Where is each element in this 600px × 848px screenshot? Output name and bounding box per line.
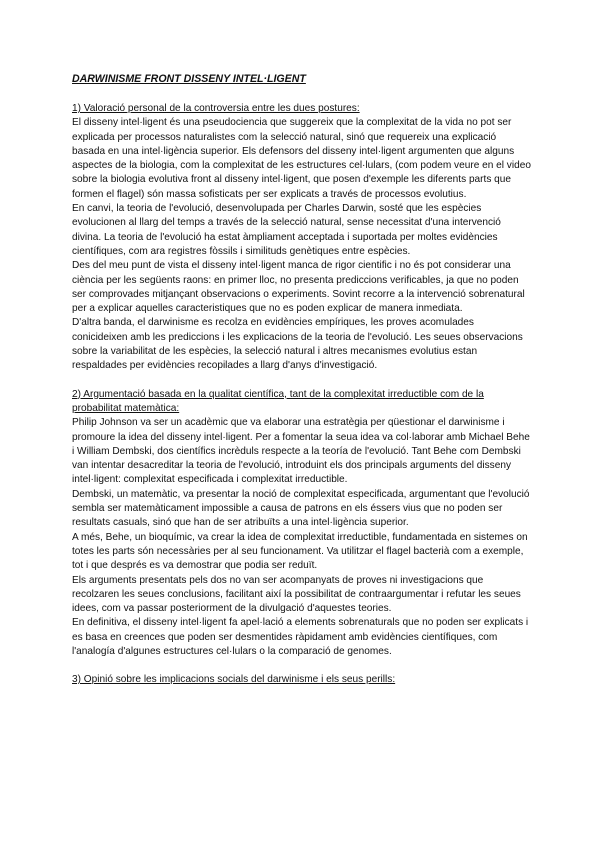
section-1 (72, 102, 532, 374)
section-2-paragraph-2: Dembski, un matemàtic, va presentar la noció de complexitat especificada, argumentant que l'evolució sembla ser matemàticament impossible a causa de patrons en els éssers vius que no poden ser resultats casuals, sinó que han de ser atribuïts a una intel·ligència superior. (72, 488, 530, 529)
section-2 (72, 388, 532, 660)
section-2-heading: 2) Argumentació basada en la qualitat científica, tant de la complexitat irreductible com de la probabilitat matemàtica: (72, 388, 484, 414)
document-page (72, 72, 532, 702)
section-1-heading: 1) Valoració personal de la controversia entre les dues postures: (72, 103, 360, 114)
section-2-paragraph-5: En definitiva, el disseny intel·ligent fa apel·lació a elements sobrenaturals que no poden ser explicats i es basa en creences que poden ser desmentides ràpidament amb evidències científiques, com l'analogía d'algunes estructures cel·lulars o la comparació de genomes. (72, 617, 529, 657)
section-2-paragraph-3: A més, Behe, un bioquímic, va crear la idea de complexitat irreductible, fundamentada en sistemes on totes les parts són necessàries per al seu funcionament. Va utilitzar el flagel bacterià com a exemple, tot i que després es va demostrar que podia ser reduït. (72, 531, 528, 572)
section-1-paragraph-1: El disseny intel·ligent és una pseudociencia que suggereix que la complexitat de la vida no pot ser explicada per processos naturalistes com la selecció natural, sinó que requereix una explicació basada en una intel·ligència superior. Els defensors del disseny intel·ligent argumenten que alguns aspectes de la biologia, com la complexitat de les estructures cel·lulars, (com podem veure en el video sobre la biologia evolutiva front al disseny intel·ligent, que posen d'exemple les diferents parts que formen el flagel) són massa sofisticats per ser explicats a través de processos evolutius. (72, 117, 531, 200)
section-3 (72, 673, 532, 687)
section-1-paragraph-3: Des del meu punt de vista el disseny intel·ligent manca de rigor cientific i no és pot considerar una ciència per les següents raons: en primer lloc, no presenta prediccions verificables, ja que no poden ser comprovades mitjançant observacions o experiments. Sovint recorre a la intervenció sobrenatural per a explicar aquelles caracteristiques que no es poden explicar de manera inmediata. (72, 260, 525, 315)
section-2-paragraph-1: Philip Johnson va ser un acadèmic que va elaborar una estratègia per qüestionar el darwinisme i promoure la idea del disseny intel·ligent. Per a fomentar la seua idea va col·laborar amb Michael Behe i William Dembski, dos científics incrèduls respecte a la teoría de l'evolució. Tant Behe com Dembski van intentar desacreditar la teoria de l'evolució, introduint els dos principals arguments del disseny intel·ligent: complexitat especificada i complexitat irreductible. (72, 417, 530, 486)
section-1-paragraph-4: D'altra banda, el darwinisme es recolza en evidències empíriques, les proves acomulades conicideixen amb les prediccions i les explicacions de la teoria de l'evolució. Les seues observacions sobre la variabilitat de les espècies, la selecció natural i altres mecanismes evolutius estan respaldades per evidències recopilades a llarg d'anys d'investigació. (72, 317, 523, 372)
section-1-paragraph-2: En canvi, la teoria de l'evolució, desenvolupada per Charles Darwin, sosté que les espècies evolucionen al llarg del temps a través de la selecció natural, sense necessitat d'una intervenció divina. La teoria de l'evolució ha estat àmpliament acceptada i suportada per moltes evidències científiques, com ara registres fòssils i similituds genètiques entre espècies. (72, 203, 501, 257)
document-title: DARWINISME FRONT DISSENY INTEL·LIGENT (72, 73, 306, 85)
section-2-paragraph-4: Els arguments presentats pels dos no van ser acompanyats de proves ni investigacions que recolzaren les seues conclusions, facilitant així la possibilitat de contraargumentar i refutar les seues idees, com va passar posteriorment de la divulgació d'aquestes teories. (72, 574, 521, 615)
section-3-heading: 3) Opinió sobre les implicacions socials del darwinisme i els seus perills: (72, 674, 396, 686)
